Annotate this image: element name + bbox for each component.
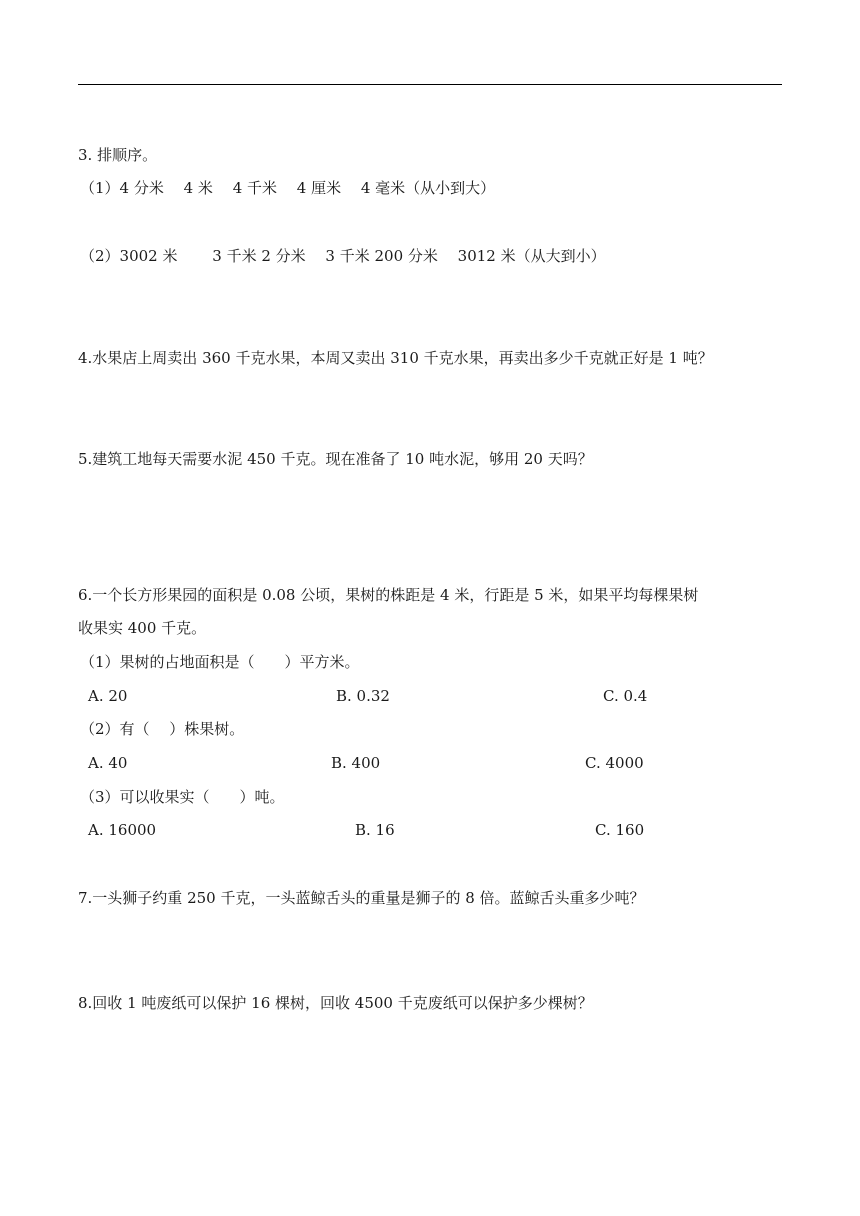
q8-text: 8.回收 1 吨废纸可以保护 16 棵树，回收 4500 千克废纸可以保护多少棵树？	[78, 994, 593, 1012]
q3-part2: （2）3002 米 3 千米 2 分米 3 千米 200 分米 3012 米（从大到小）	[80, 247, 606, 265]
q7-text: 7.一头狮子约重 250 千克，一头蓝鲸舌头的重量是狮子的 8 倍。蓝鲸舌头重多少吨？	[78, 889, 645, 907]
q6-sub2-question: （2）有（ ）株果树。	[80, 720, 245, 738]
q6-sub2-option-c: C. 4000	[585, 754, 644, 772]
q6-sub2-option-a: A. 40	[88, 754, 128, 772]
q6-sub3-option-a: A. 16000	[88, 821, 157, 839]
q3-part1: （1）4 分米 4 米 4 千米 4 厘米 4 毫米（从小到大）	[80, 179, 496, 197]
q6-sub3-question: （3）可以收果实（ ）吨。	[80, 788, 285, 806]
q5-text: 5.建筑工地每天需要水泥 450 千克。现在准备了 10 吨水泥，够用 20 天吗？	[78, 450, 593, 468]
q6-line2: 收果实 400 千克。	[78, 619, 207, 637]
q3-title: 3. 排顺序。	[78, 146, 158, 164]
q6-sub1-option-c: C. 0.4	[603, 687, 648, 705]
q6-sub2-option-b: B. 400	[331, 754, 381, 772]
q6-sub1-option-b: B. 0.32	[336, 687, 390, 705]
header-rule	[78, 84, 782, 85]
q6-line1: 6.一个长方形果园的面积是 0.08 公顷，果树的株距是 4 米，行距是 5 米，如果平均每棵果树	[78, 586, 699, 604]
q4-text: 4.水果店上周卖出 360 千克水果，本周又卖出 310 千克水果，再卖出多少千克就正好是 1 吨？	[78, 349, 713, 367]
q6-sub1-option-a: A. 20	[88, 687, 128, 705]
q6-sub3-option-b: B. 16	[355, 821, 395, 839]
q6-sub3-option-c: C. 160	[595, 821, 645, 839]
q6-sub1-question: （1）果树的占地面积是（ ）平方米。	[80, 653, 360, 671]
